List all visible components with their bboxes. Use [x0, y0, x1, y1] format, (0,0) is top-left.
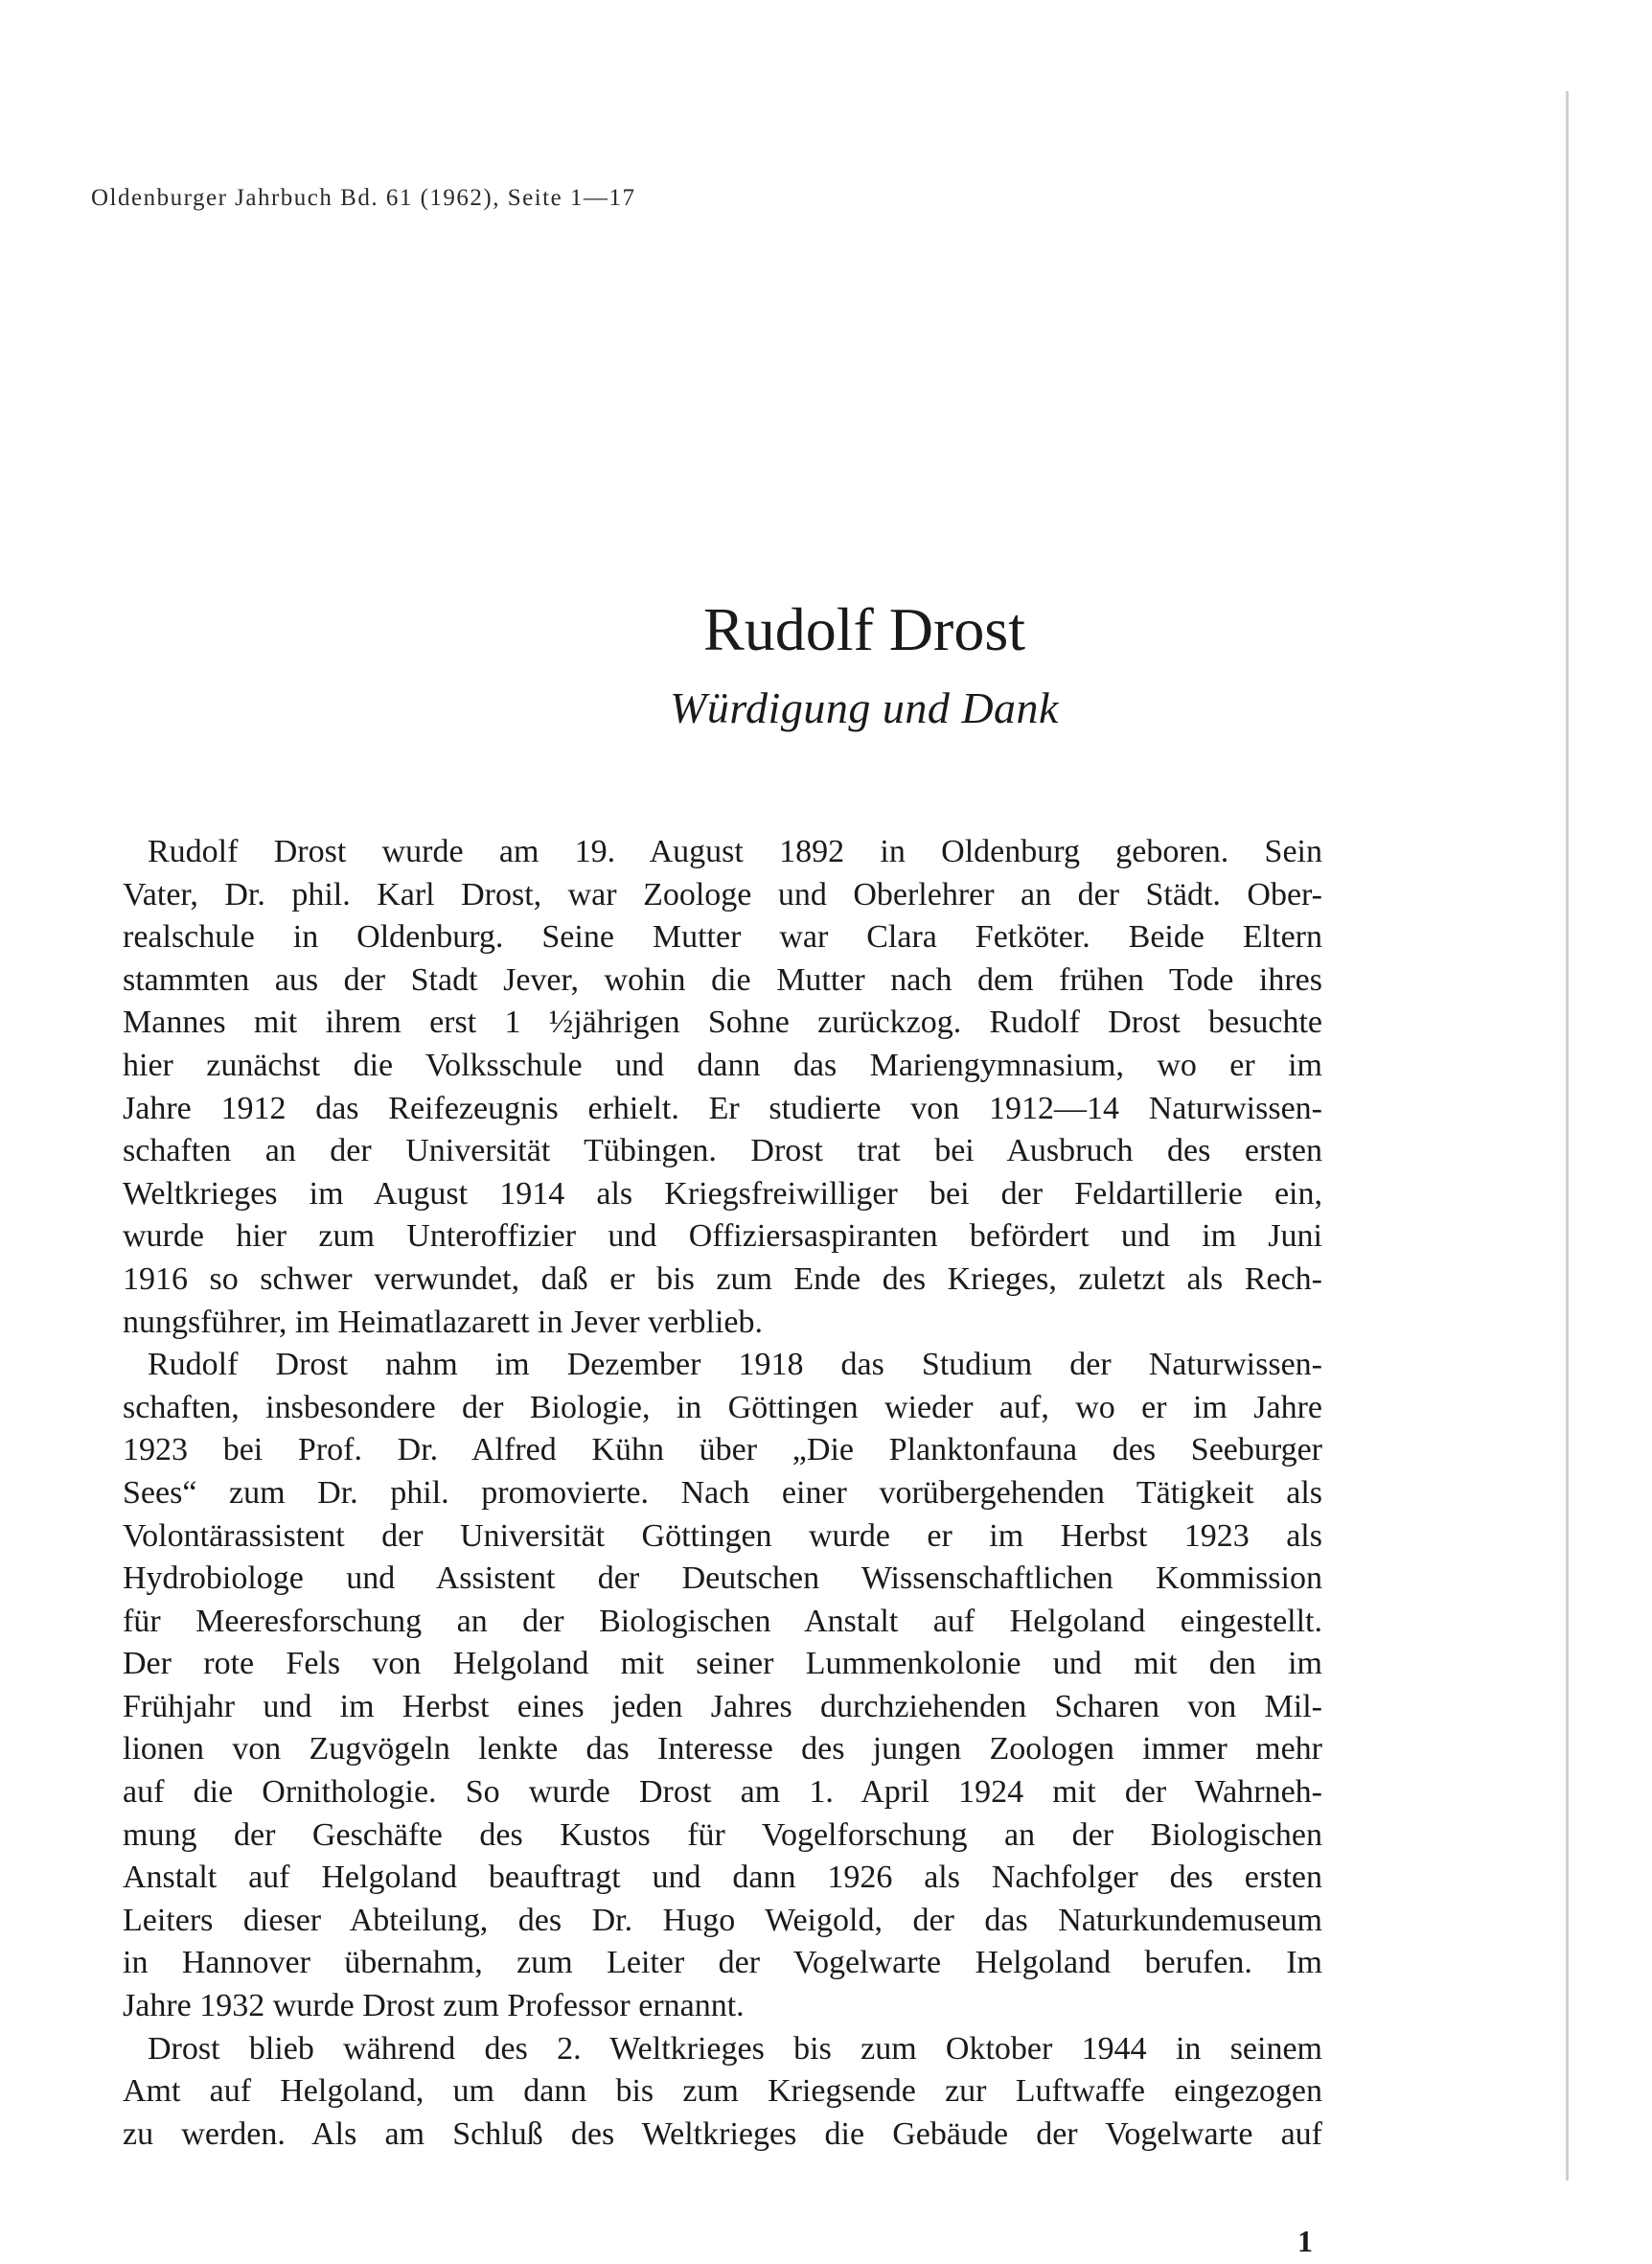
- title-block: [0, 591, 1652, 735]
- text-line: wurde hier zum Unteroffizier und Offiziersaspiranten befördert und im Juni: [123, 1218, 1322, 1255]
- text-line: Mannes mit ihrem erst 1 ½jährigen Sohne zurückzog. Rudolf Drost besuchte: [123, 1005, 1322, 1041]
- article-title: Rudolf Drost: [703, 595, 1025, 663]
- text-line: nungsführer, im Heimatlazarett in Jever verblieb.: [123, 1304, 763, 1340]
- paragraph-2: [123, 1344, 1322, 2028]
- text-line: in Hannover übernahm, zum Leiter der Vogelwarte Helgoland berufen. Im: [123, 1945, 1322, 1981]
- page-edge-shadow: [1566, 91, 1569, 2181]
- text-line: 1923 bei Prof. Dr. Alfred Kühn über „Die Planktonfauna des Seeburger: [123, 1432, 1322, 1468]
- paragraph-3: [123, 2028, 1322, 2157]
- text-line: schaften an der Universität Tübingen. Drost trat bei Ausbruch des ersten: [123, 1133, 1322, 1169]
- text-line: Vater, Dr. phil. Karl Drost, war Zoologe und Oberlehrer an der Städt. Ober-: [123, 876, 1322, 913]
- text-line: Hydrobiologe und Assistent der Deutschen Wissenschaftlichen Kommission: [123, 1560, 1322, 1597]
- text-line: Volontärassistent der Universität Göttingen wurde er im Herbst 1923 als: [123, 1517, 1322, 1554]
- text-line: Jahre 1912 das Reifezeugnis erhielt. Er studierte von 1912—14 Naturwissen-: [123, 1090, 1322, 1126]
- text-line: Frühjahr und im Herbst eines jeden Jahres durchziehenden Scharen von Mil-: [123, 1688, 1322, 1724]
- text-line: lionen von Zugvögeln lenkte das Interesse des jungen Zoologen immer mehr: [123, 1731, 1322, 1767]
- journal-citation: Oldenburger Jahrbuch Bd. 61 (1962), Seite 1—17: [91, 185, 636, 211]
- text-line: mung der Geschäfte des Kustos für Vogelforschung an der Biologischen: [123, 1816, 1322, 1853]
- text-line: hier zunächst die Volksschule und dann das Mariengymnasium, wo er im: [123, 1047, 1322, 1083]
- text-line: Rudolf Drost nahm im Dezember 1918 das Studium der Naturwissen-: [148, 1347, 1322, 1383]
- text-line: Amt auf Helgoland, um dann bis zum Kriegsende zur Luftwaffe eingezogen: [123, 2073, 1322, 2110]
- text-line: Jahre 1932 wurde Drost zum Professor ernannt.: [123, 1988, 745, 2024]
- text-line: für Meeresforschung an der Biologischen Anstalt auf Helgoland eingestellt.: [123, 1603, 1322, 1639]
- text-line: Der rote Fels von Helgoland mit seiner Lummenkolonie und mit den im: [123, 1646, 1322, 1682]
- text-line: 1916 so schwer verwundet, daß er bis zum Ende des Krieges, zuletzt als Rech-: [123, 1260, 1322, 1297]
- text-line: Anstalt auf Helgoland beauftragt und dann 1926 als Nachfolger des ersten: [123, 1860, 1322, 1896]
- text-line: Weltkrieges im August 1914 als Kriegsfreiwilliger bei der Feldartillerie ein,: [123, 1175, 1322, 1212]
- body-text: [123, 831, 1322, 2156]
- text-line: Sees“ zum Dr. phil. promovierte. Nach einer vorübergehenden Tätigkeit als: [123, 1474, 1322, 1511]
- text-line: zu werden. Als am Schluß des Weltkrieges die Gebäude der Vogelwarte auf: [123, 2115, 1322, 2152]
- paragraph-1: [123, 831, 1322, 1344]
- text-line: Drost blieb während des 2. Weltkrieges bis zum Oktober 1944 in seinem: [148, 2030, 1322, 2067]
- text-line: auf die Ornithologie. So wurde Drost am 1. April 1924 mit der Wahrneh-: [123, 1774, 1322, 1811]
- page-number: 1: [1297, 2224, 1313, 2258]
- text-line: Leiters dieser Abteilung, des Dr. Hugo Weigold, der das Naturkundemuseum: [123, 1902, 1322, 1938]
- article-subtitle: Würdigung und Dank: [670, 683, 1059, 732]
- text-line: schaften, insbesondere der Biologie, in Göttingen wieder auf, wo er im Jahre: [123, 1389, 1322, 1425]
- text-line: stammten aus der Stadt Jever, wohin die Mutter nach dem frühen Tode ihres: [123, 961, 1322, 998]
- text-line: Rudolf Drost wurde am 19. August 1892 in Oldenburg geboren. Sein: [148, 834, 1322, 869]
- text-line: realschule in Oldenburg. Seine Mutter war Clara Fetköter. Beide Eltern: [123, 919, 1322, 956]
